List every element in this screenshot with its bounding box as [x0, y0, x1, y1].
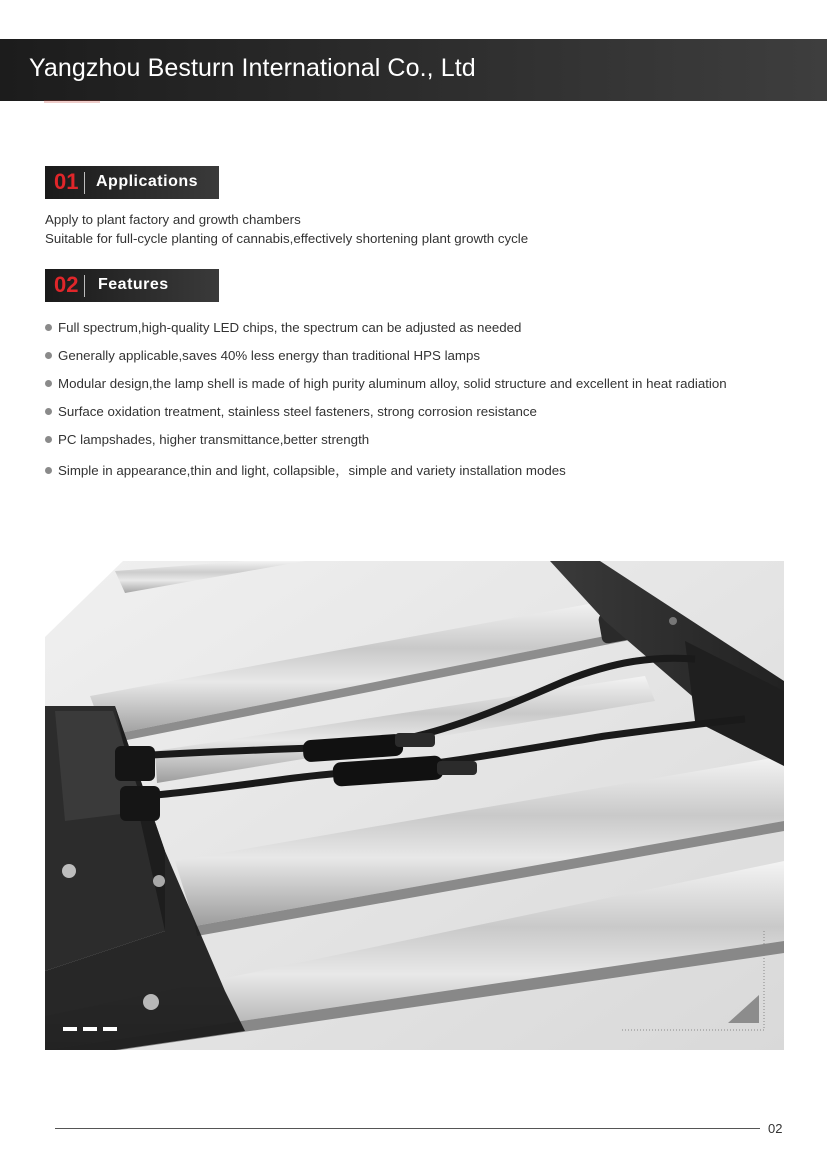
section-number: 02 [54, 272, 79, 297]
led-bar-illustration [45, 561, 784, 1050]
page-number: 02 [768, 1121, 783, 1136]
section-header-applications [45, 166, 219, 199]
company-title: Yangzhou Besturn International Co., Ltd [29, 54, 476, 82]
feature-item [45, 432, 369, 447]
section-title: Applications [96, 173, 199, 190]
feature-item [45, 404, 537, 419]
feature-text: Modular design,the lamp shell is made of high purity aluminum alloy, solid structure and excellent in heat radiation [58, 376, 727, 391]
footer-rule [55, 1128, 760, 1129]
feature-text: Simple in appearance,thin and light, collapsible，simple and variety installation modes [58, 463, 566, 478]
applications-line-1: Apply to plant factory and growth chambers [45, 212, 301, 227]
section-title: Features [98, 276, 169, 293]
feature-text: Surface oxidation treatment, stainless steel fasteners, strong corrosion resistance [58, 404, 537, 419]
section-header-features [45, 269, 219, 302]
feature-item [45, 348, 480, 363]
feature-text: PC lampshades, higher transmittance,better strength [58, 432, 370, 447]
header-accent [44, 100, 100, 103]
bullet-icon [45, 324, 52, 331]
feature-item [45, 376, 727, 391]
product-photo [45, 561, 784, 1050]
section-divider [84, 275, 85, 297]
bullet-icon [45, 467, 52, 474]
section-divider [84, 172, 85, 194]
bullet-icon [45, 380, 52, 387]
feature-item [45, 460, 566, 479]
feature-text: Generally applicable,saves 40% less energy than traditional HPS lamps [58, 348, 481, 363]
applications-line-2: Suitable for full-cycle planting of cannabis,effectively shortening plant growth cycle [45, 231, 529, 246]
bullet-icon [45, 352, 52, 359]
bullet-icon [45, 436, 52, 443]
bullet-icon [45, 408, 52, 415]
feature-text: Full spectrum,high-quality LED chips, the spectrum can be adjusted as needed [58, 320, 522, 335]
section-number: 01 [54, 169, 79, 194]
feature-item [45, 320, 521, 335]
